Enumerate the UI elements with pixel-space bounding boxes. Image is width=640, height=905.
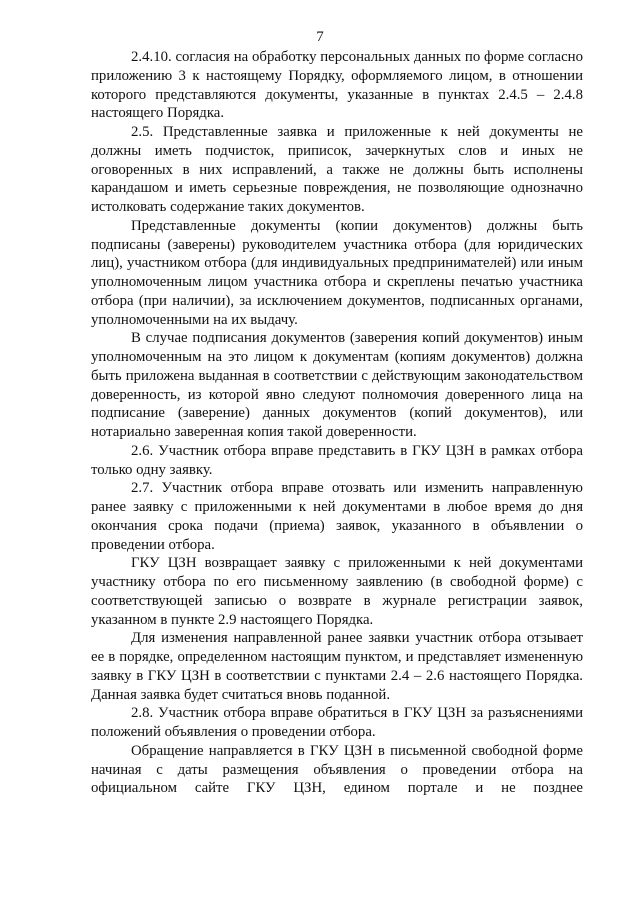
paragraph-2-6: 2.6. Участник отбора вправе представить в ГКУ ЦЗН в рамках отбора только одну заявку. <box>91 442 583 478</box>
paragraph-2-7: 2.7. Участник отбора вправе отозвать или изменить направленную ранее заявку с приложенными к ней документами в любое время до дня окончания срока подачи (приема) заявок, указанного в объявлении о проведении отбора. <box>91 480 583 553</box>
paragraph-request-submission: Обращение направляется в ГКУ ЦЗН в письменной свободной форме начиная с даты размещения объявления о проведении отбора на официальном сайте ГКУ ЦЗН, едином портале и не позднее <box>91 742 583 797</box>
paragraph-2-8: 2.8. Участник отбора вправе обратиться в ГКУ ЦЗН за разъяснениями положений объявления о проведении отбора. <box>91 705 583 740</box>
paragraph-power-of-attorney: В случае подписания документов (заверения копий документов) иным уполномоченным на это лицом к документам (копиям документов) должна быть приложена выданная в соответствии с действующим законодательством доверенность, из которой явно следуют полномочия доверенного лица на подписание (заверение) данных документов (копий документов), или нотариально заверенная копия такой доверенности. <box>91 330 583 440</box>
page-number: 7 <box>316 29 324 45</box>
paragraph-return-application: ГКУ ЦЗН возвращает заявку с приложенными к ней документами участнику отбора по его письменному заявлению (в свободной форме) с соответствующей записью о возврате в журнале регистрации заявок, указанном в пункте 2.9 настоящего Порядка. <box>91 555 583 628</box>
paragraph-2-5: 2.5. Представленные заявка и приложенные к ней документы не должны иметь подчисток, приписок, зачеркнутых слов и иных не оговоренных в них исправлений, а также не должны быть исполнены карандашом и иметь серьезные повреждения, не позволяющие однозначно истолковать содержание таких документов. <box>91 124 583 215</box>
paragraph-change-application: Для изменения направленной ранее заявки участник отбора отзывает ее в порядке, определенном настоящим пунктом, и представляет измененную заявку в ГКУ ЦЗН в соответствии с пунктами 2.4 – 2.6 настоящего Порядка. Данная заявка будет считаться вновь поданной. <box>91 630 583 703</box>
document-body <box>91 48 583 798</box>
paragraph-2-4-10: 2.4.10. согласия на обработку персональных данных по форме согласно приложению 3 к настоящему Порядку, оформляемого лицом, в отношении которого представляются документы, указанные в пунктах 2.4.5 – 2.4.8 настоящего Порядка. <box>91 49 583 122</box>
paragraph-documents-signing: Представленные документы (копии документов) должны быть подписаны (заверены) руководителем участника отбора (для юридических лиц), участником отбора (для индивидуальных предпринимателей) или иным уполномоченным лицом участника отбора и скреплены печатью участника отбора (при наличии), за исключением документов, подписанных органами, уполномоченными на их выдачу. <box>91 217 583 328</box>
